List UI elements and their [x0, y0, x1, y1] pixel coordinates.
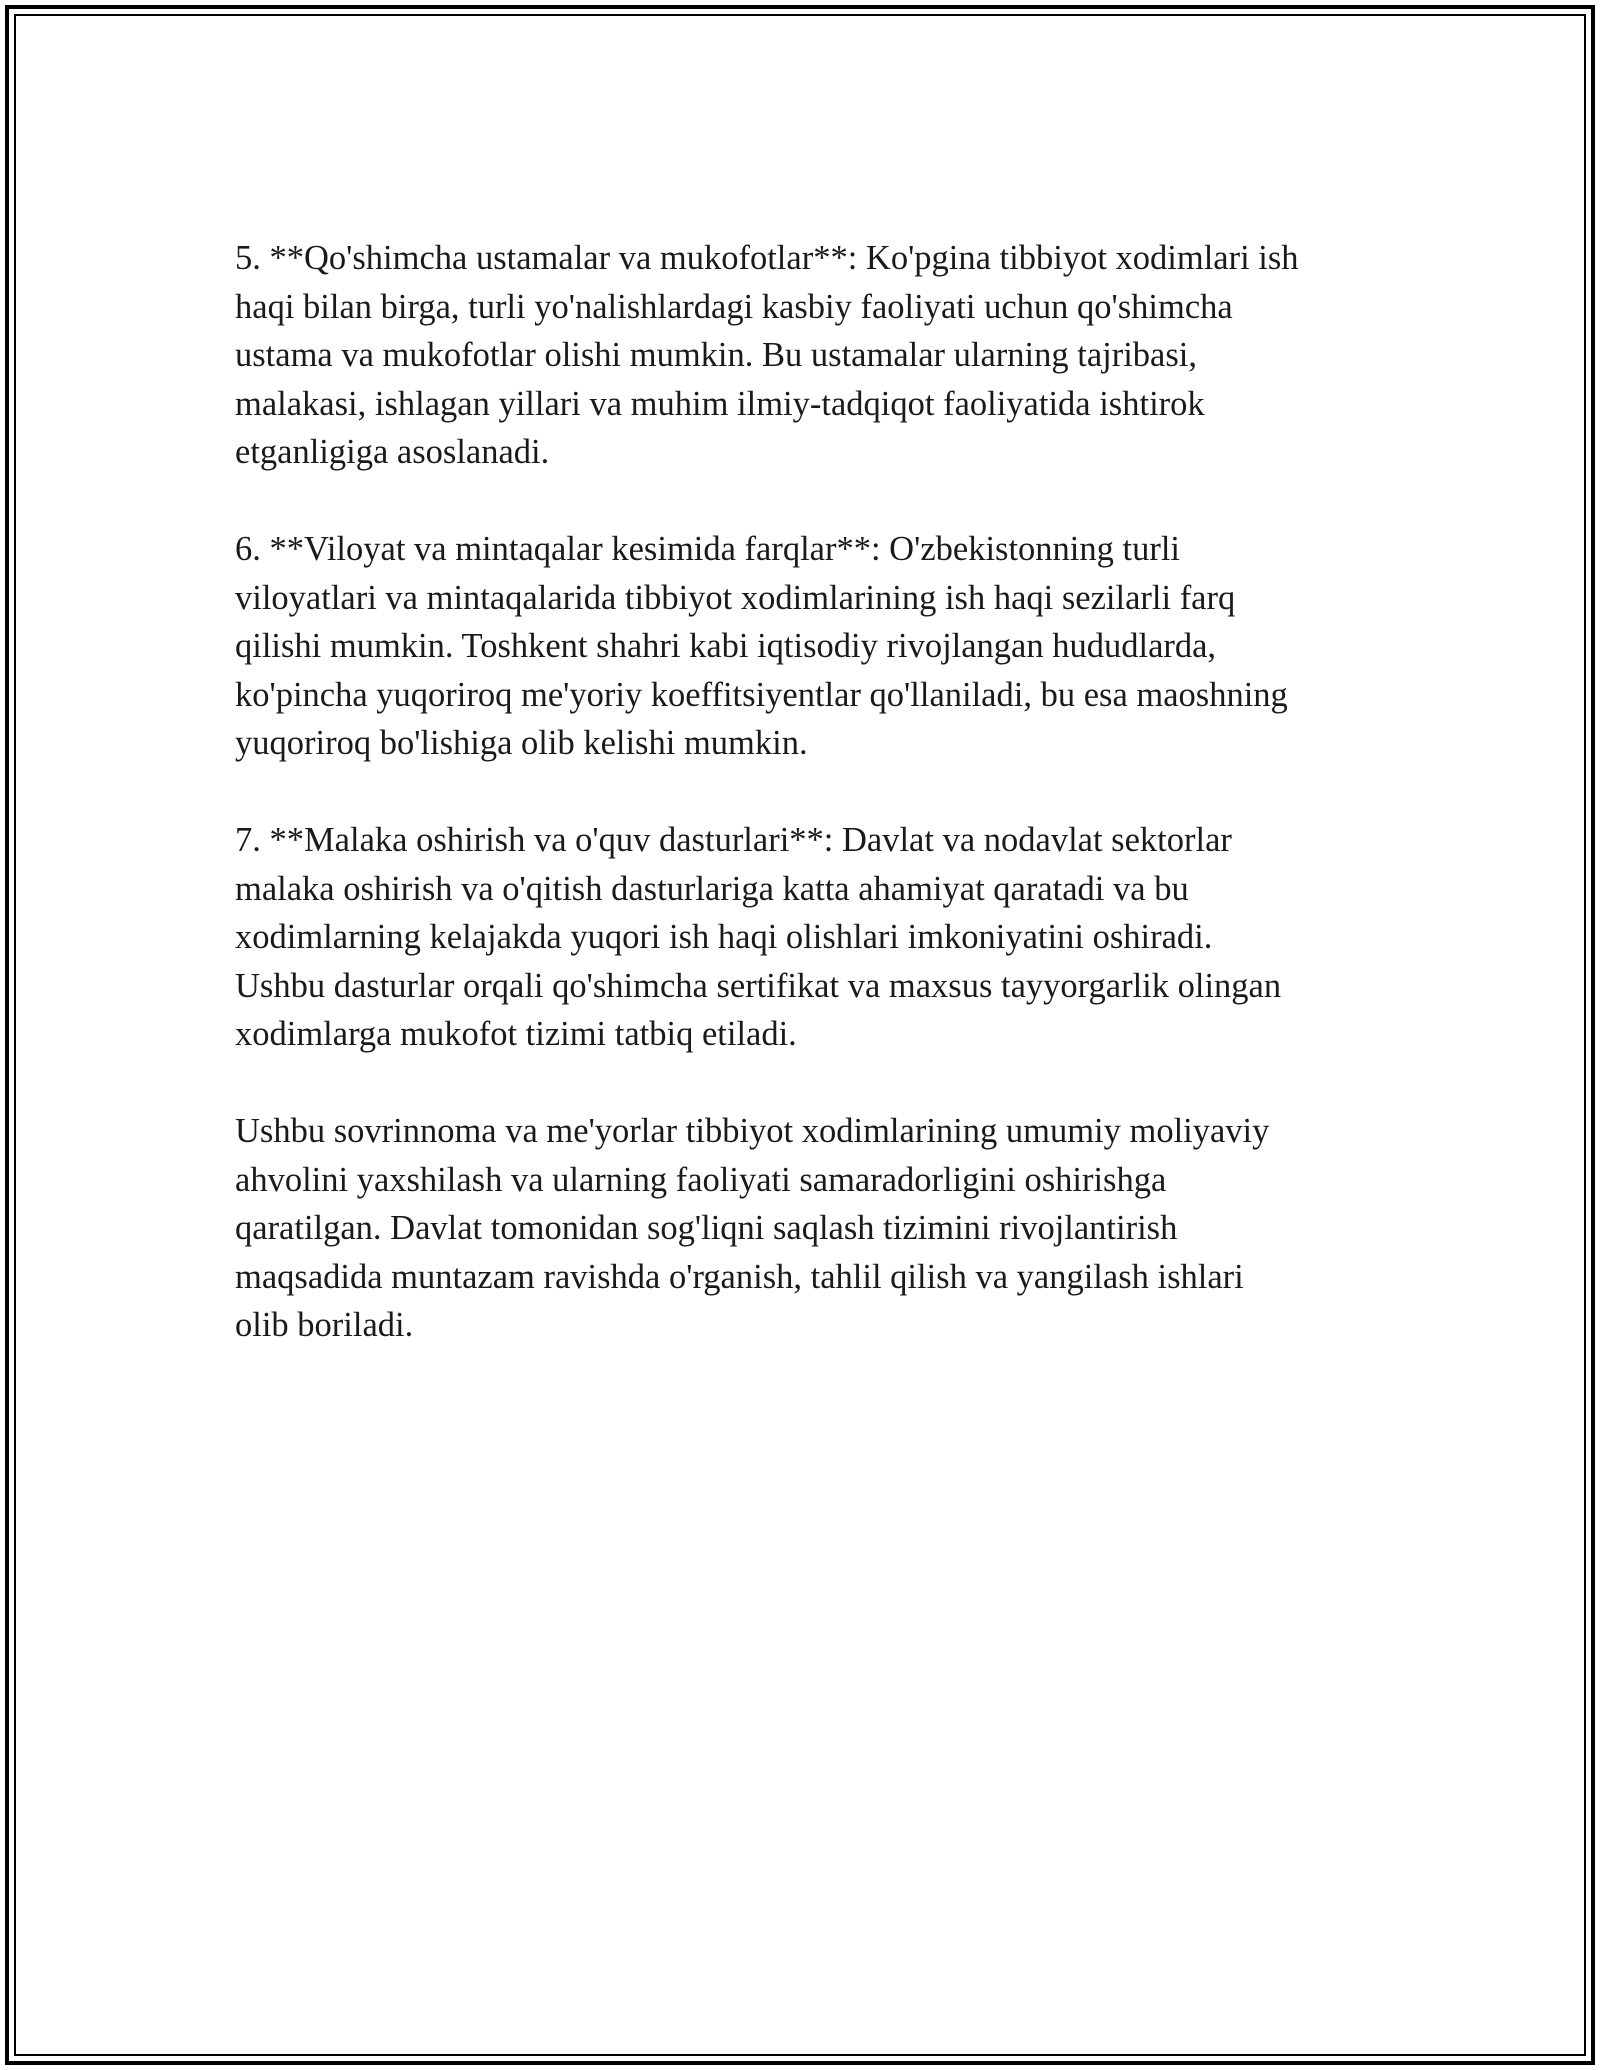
paragraph-training-programs: 7. **Malaka oshirish va o'quv dasturlari**: Davlat va nodavlat sektorlar malaka oshirish va o'qitish dasturlariga katta ahamiyat qaratadi va bu xodimlarning kelajakda yuqori ish haqi olishlari imkoniyatini oshiradi. Ushbu dasturlar orqali qo'shimcha sertifikat va maxsus tayyorgarlik olingan xodimlarga mukofot tizimi tatbiq etiladi.	[235, 821, 1282, 1053]
paragraph-conclusion: Ushbu sovrinnoma va me'yorlar tibbiyot xodimlarining umumiy moliyaviy ahvolini yaxshilash va ularning faoliyati samaradorligini oshirishga qaratilgan. Davlat tomonidan sog'liqni saqlash tizimini rivojlantirish maqsadida muntazam ravishda o'rganish, tahlil qilish va yangilash ishlari olib boriladi.	[235, 1112, 1270, 1344]
paragraph-regional-differences: 6. **Viloyat va mintaqalar kesimida farqlar**: O'zbekistonning turli viloyatlari va mintaqalarida tibbiyot xodimlarining ish haqi sezilarli farq qilishi mumkin. Toshkent shahri kabi iqtisodiy rivojlangan hududlarda, ko'pincha yuqoriroq me'yoriy koeffitsiyentlar qo'llaniladi, bu esa maoshning yuqoriroq bo'lishiga olib kelishi mumkin.	[235, 530, 1288, 762]
paragraph-additional-bonuses: 5. **Qo'shimcha ustamalar va mukofotlar**: Ko'pgina tibbiyot xodimlari ish haqi bilan birga, turli yo'nalishlardagi kasbiy faoliyati uchun qo'shimcha ustama va mukofotlar olishi mumkin. Bu ustamalar ularning tajribasi, malakasi, ishlagan yillari va muhim ilmiy-tadqiqot faoliyatida ishtirok etganligiga asoslanadi.	[235, 239, 1299, 471]
document-body	[235, 234, 1370, 1398]
